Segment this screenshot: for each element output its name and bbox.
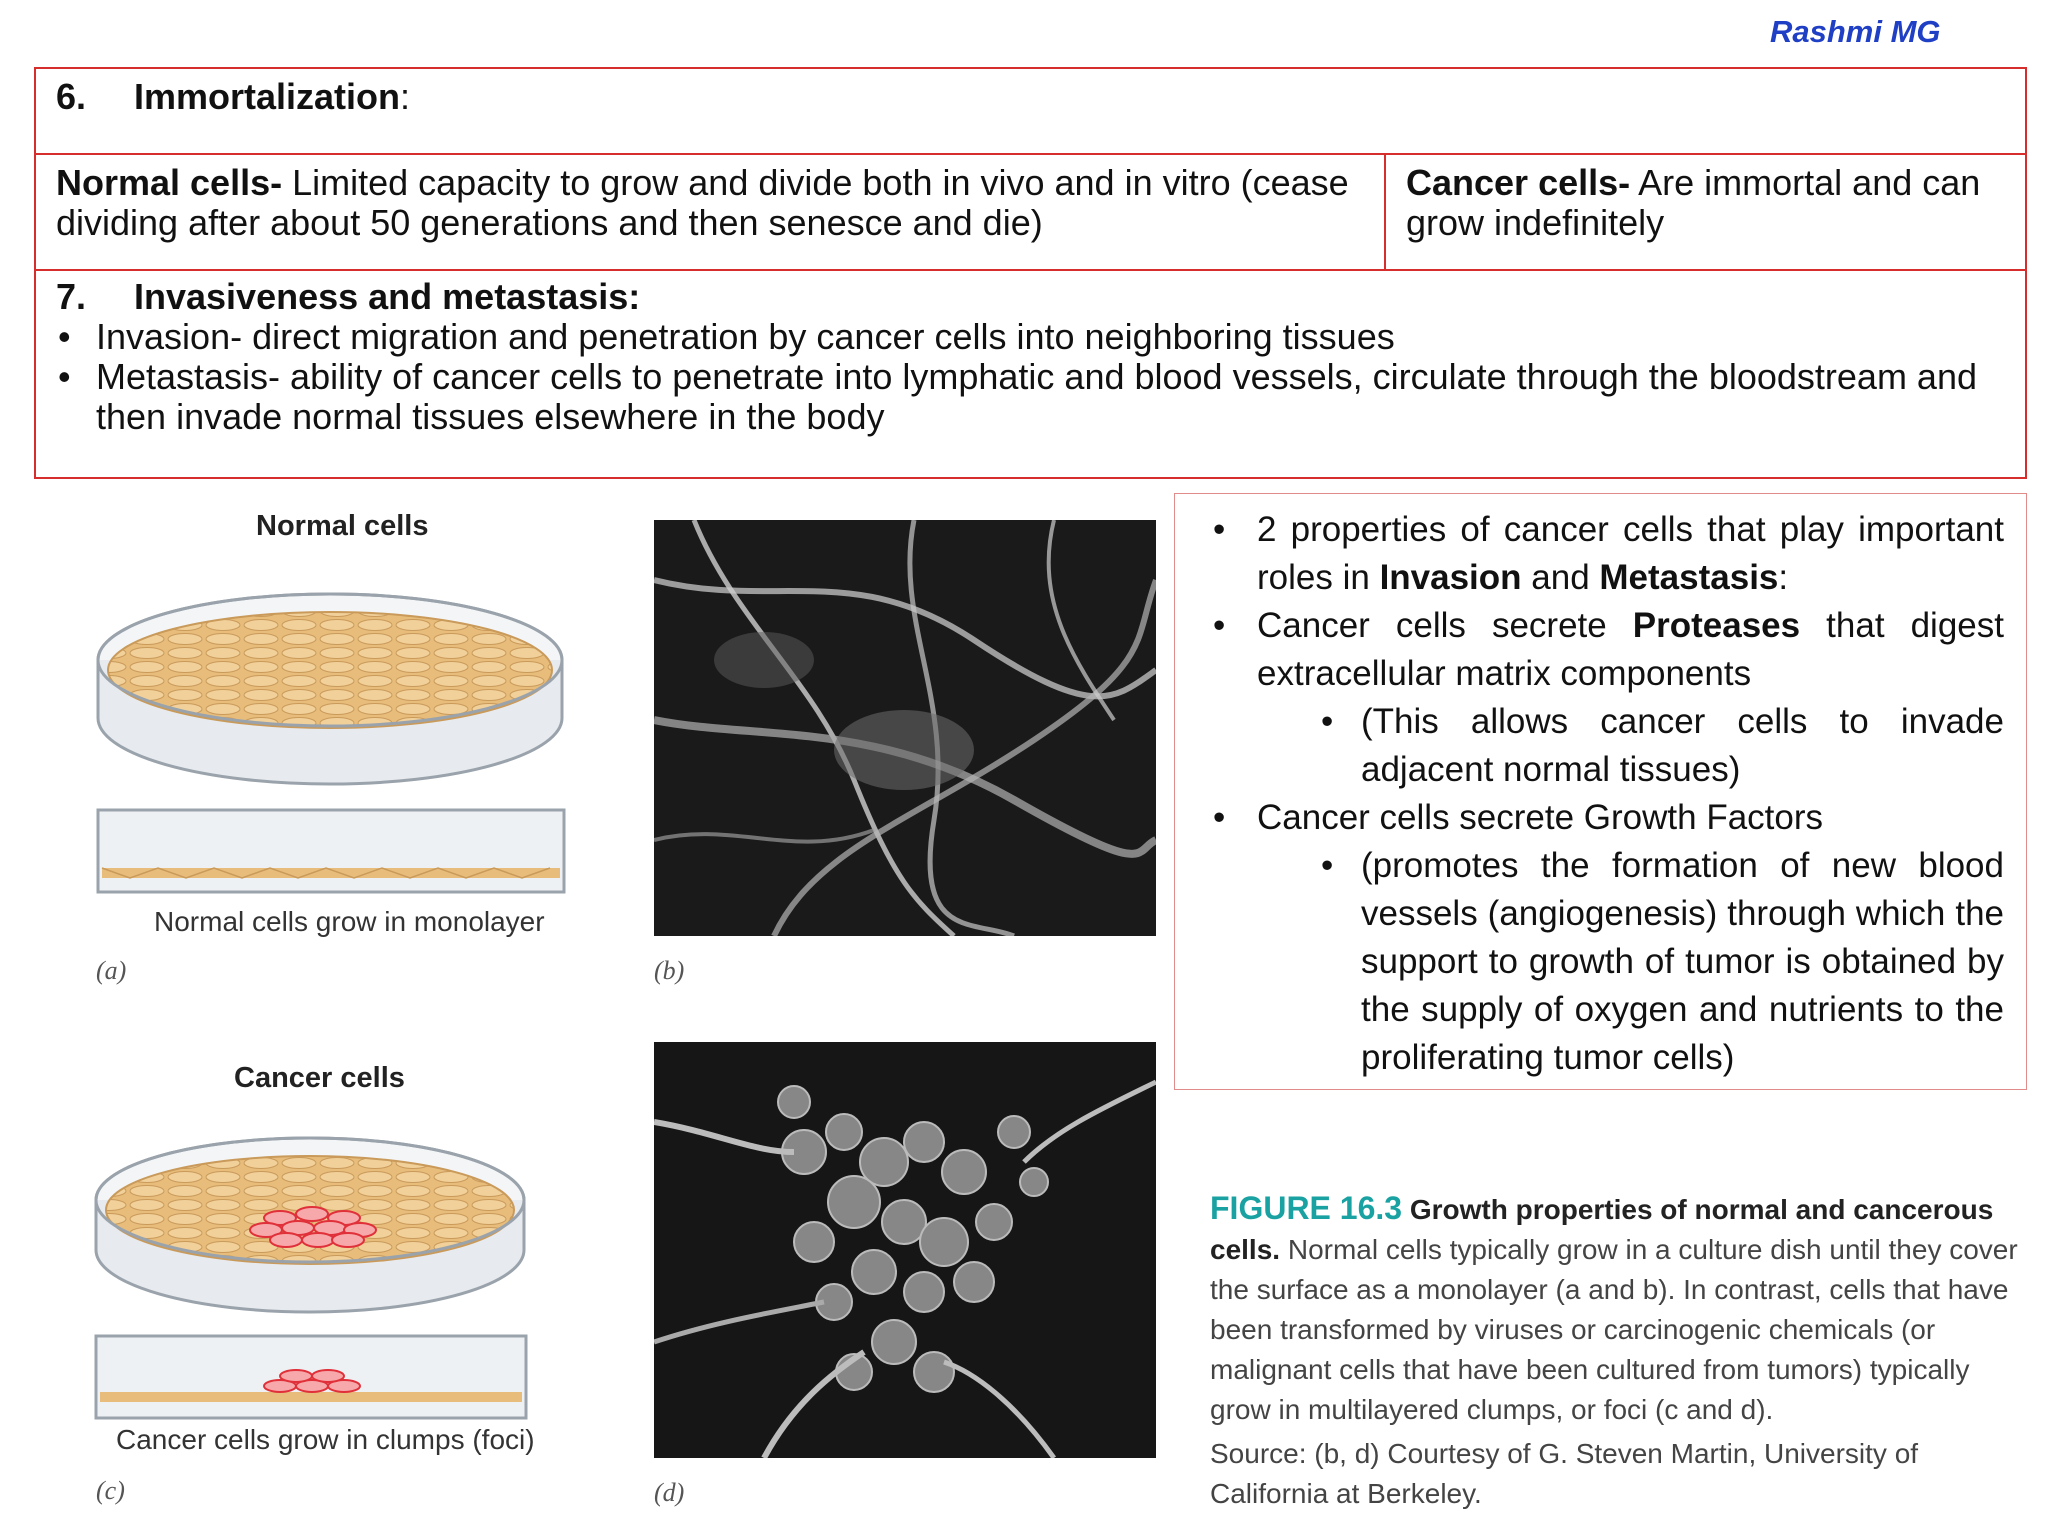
panel-b-label: (b) (654, 956, 685, 985)
cancer-cells-title: Cancer cells (234, 1062, 405, 1094)
figure-caption (1210, 1188, 2030, 1514)
colon-text: : (1778, 558, 1789, 597)
bullet-two-properties (1197, 506, 2004, 602)
normal-cells-text: Limited capacity to grow and divide both in vivo and in vitro (cease dividing after about 50 generations and then senesce and die) (56, 162, 1349, 243)
section-7-row (36, 271, 2025, 477)
bullet-growth-factors: • Cancer cells secrete Growth Factors (1197, 794, 2004, 842)
two-properties-text: 2 properties of cancer cells that play important roles in (1257, 510, 2004, 597)
section-6-colon: : (400, 76, 411, 117)
section-6-header-row (36, 69, 2025, 155)
proteases-post-text: that digest extracellular matrix components (1257, 606, 2004, 693)
and-text: and (1521, 558, 1600, 597)
figure-source: Source: (b, d) Courtesy of G. Steven Martin, University of California at Berkeley. (1210, 1438, 1919, 1509)
section-6-title: Immortalization (134, 76, 401, 117)
properties-table (34, 67, 2027, 479)
bullet-proteases-sub: • (This allows cancer cells to invade adjacent normal tissues) (1197, 698, 2004, 794)
normal-cells-label: Normal cells- (56, 162, 283, 203)
cancer-cells-cell (1386, 155, 2025, 269)
section-7-bullet-list (56, 317, 2005, 437)
cancer-cells-text: Are immortal and can grow indefinitely (1406, 162, 1981, 243)
section-7-number: 7. (56, 276, 87, 317)
figure-caption-text: Normal cells typically grow in a culture dish until they cover the surface as a monolayer (a and b). In contrast, cells that have been transformed by viruses or carcinogenic chemicals (or malignant cells that have been cultured from tumors) typically grow in multilayered clumps, or foci (c and d). (1210, 1234, 2018, 1425)
invasion-term: Invasion (1379, 558, 1522, 597)
section-7-title: Invasiveness and metastasis: (134, 276, 641, 317)
bullet-growth-factors-sub: • (promotes the formation of new blood vessels (angiogenesis) through which the support to growth of tumor is obtained by the supply of oxygen and nutrients to the proliferating tumor cells) (1197, 842, 2004, 1082)
section-6-comparison-row (36, 155, 2025, 271)
panel-d-label: (d) (654, 1478, 685, 1507)
section-6-number: 6. (56, 76, 87, 117)
cancer-cells-micrograph (654, 1042, 1156, 1458)
cancer-cells-caption: Cancer cells grow in clumps (foci) (116, 1424, 535, 1455)
proteases-term: Proteases (1632, 606, 1801, 645)
bullet-proteases (1197, 602, 2004, 698)
bullet-metastasis: • Metastasis- ability of cancer cells to penetrate into lymphatic and blood vessels, circulate through the bloodstream and then invade normal tissues elsewhere in the body (56, 357, 2005, 437)
figure-number: FIGURE 16.3 (1210, 1190, 1403, 1226)
figure-caption-title: Growth properties of normal and cancerous cells. (1210, 1194, 1994, 1265)
metastasis-term: Metastasis (1599, 558, 1779, 597)
normal-cells-micrograph (654, 520, 1156, 936)
normal-cells-caption: Normal cells grow in monolayer (154, 906, 545, 937)
cancer-cells-label: Cancer cells- (1406, 162, 1631, 203)
panel-c-label: (c) (96, 1476, 125, 1505)
author-name: Rashmi MG (1770, 14, 1941, 49)
normal-cells-title: Normal cells (256, 510, 429, 542)
cancer-dish-illustration (90, 1100, 550, 1426)
normal-cells-cell (36, 155, 1386, 269)
normal-dish-illustration (90, 548, 590, 898)
proteases-pre-text: Cancer cells secrete (1257, 606, 1633, 645)
panel-a-label: (a) (96, 956, 127, 985)
invasion-metastasis-box (1174, 493, 2027, 1090)
section-6-heading (36, 69, 2025, 125)
section-7-heading (56, 277, 2005, 317)
bullet-invasion: • Invasion- direct migration and penetration by cancer cells into neighboring tissues (56, 317, 2005, 357)
